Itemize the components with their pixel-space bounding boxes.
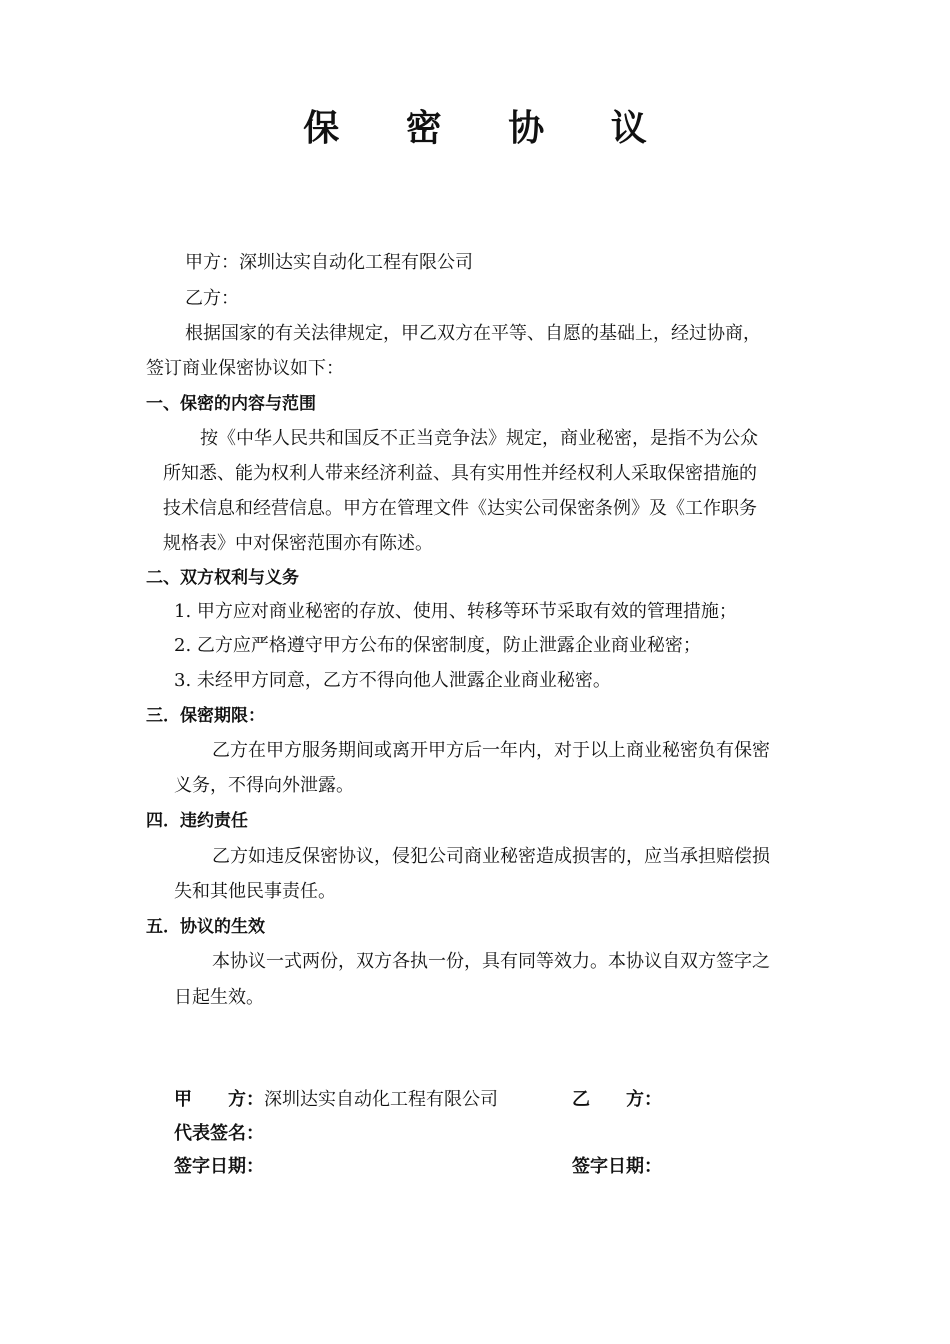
section-heading: 四．违约责任	[146, 811, 248, 831]
section-heading: 三．保密期限：	[146, 706, 265, 726]
signature-date-a-label: 签字日期：	[174, 1156, 264, 1177]
section-text-line: 本协议一式两份，双方各执一份，具有同等效力。本协议自双方签字之	[212, 951, 770, 972]
signature-party-a-label: 甲 方：	[174, 1089, 264, 1110]
list-item: 1. 甲方应对商业秘密的存放、使用、转移等环节采取有效的管理措施；	[174, 601, 737, 622]
signature-party-a	[174, 1087, 498, 1113]
signature-party-b-label: 乙 方：	[572, 1089, 662, 1110]
intro-line: 根据国家的有关法律规定，甲乙双方在平等、自愿的基础上，经过协商，	[185, 323, 761, 344]
signature-party-b	[572, 1087, 662, 1113]
section-heading: 一、保密的内容与范围	[146, 394, 316, 414]
document-title: 保 密 协 议	[303, 108, 674, 149]
party-b-line: 乙方：	[185, 288, 239, 309]
signature-date-b	[572, 1154, 662, 1180]
signature-date-b-label: 签字日期：	[572, 1156, 662, 1177]
section-text-line: 规格表》中对保密范围亦有陈述。	[163, 533, 433, 554]
section-text-line: 日起生效。	[174, 987, 264, 1008]
signature-representative	[174, 1121, 264, 1147]
party-a-line: 甲方：深圳达实自动化工程有限公司	[185, 252, 473, 273]
signature-party-a-value: 深圳达实自动化工程有限公司	[264, 1089, 498, 1110]
intro-line: 签订商业保密协议如下：	[146, 358, 344, 379]
section-heading: 五．协议的生效	[146, 917, 265, 937]
signature-rep-label: 代表签名：	[174, 1123, 264, 1144]
list-item: 3. 未经甲方同意，乙方不得向他人泄露企业商业秘密。	[174, 670, 611, 691]
section-text-line: 所知悉、能为权利人带来经济利益、具有实用性并经权利人采取保密措施的	[163, 463, 757, 484]
section-text-line: 乙方如违反保密协议，侵犯公司商业秘密造成损害的，应当承担赔偿损	[212, 846, 770, 867]
section-text-line: 失和其他民事责任。	[174, 881, 336, 902]
section-text-line: 乙方在甲方服务期间或离开甲方后一年内，对于以上商业秘密负有保密	[212, 740, 770, 761]
signature-date-a	[174, 1154, 264, 1180]
section-text-line: 按《中华人民共和国反不正当竞争法》规定，商业秘密，是指不为公众	[200, 428, 758, 449]
list-item: 2. 乙方应严格遵守甲方公布的保密制度，防止泄露企业商业秘密；	[174, 635, 701, 656]
section-text-line: 技术信息和经营信息。甲方在管理文件《达实公司保密条例》及《工作职务	[163, 498, 757, 519]
section-heading: 二、双方权利与义务	[146, 568, 299, 588]
section-text-line: 义务，不得向外泄露。	[174, 775, 354, 796]
